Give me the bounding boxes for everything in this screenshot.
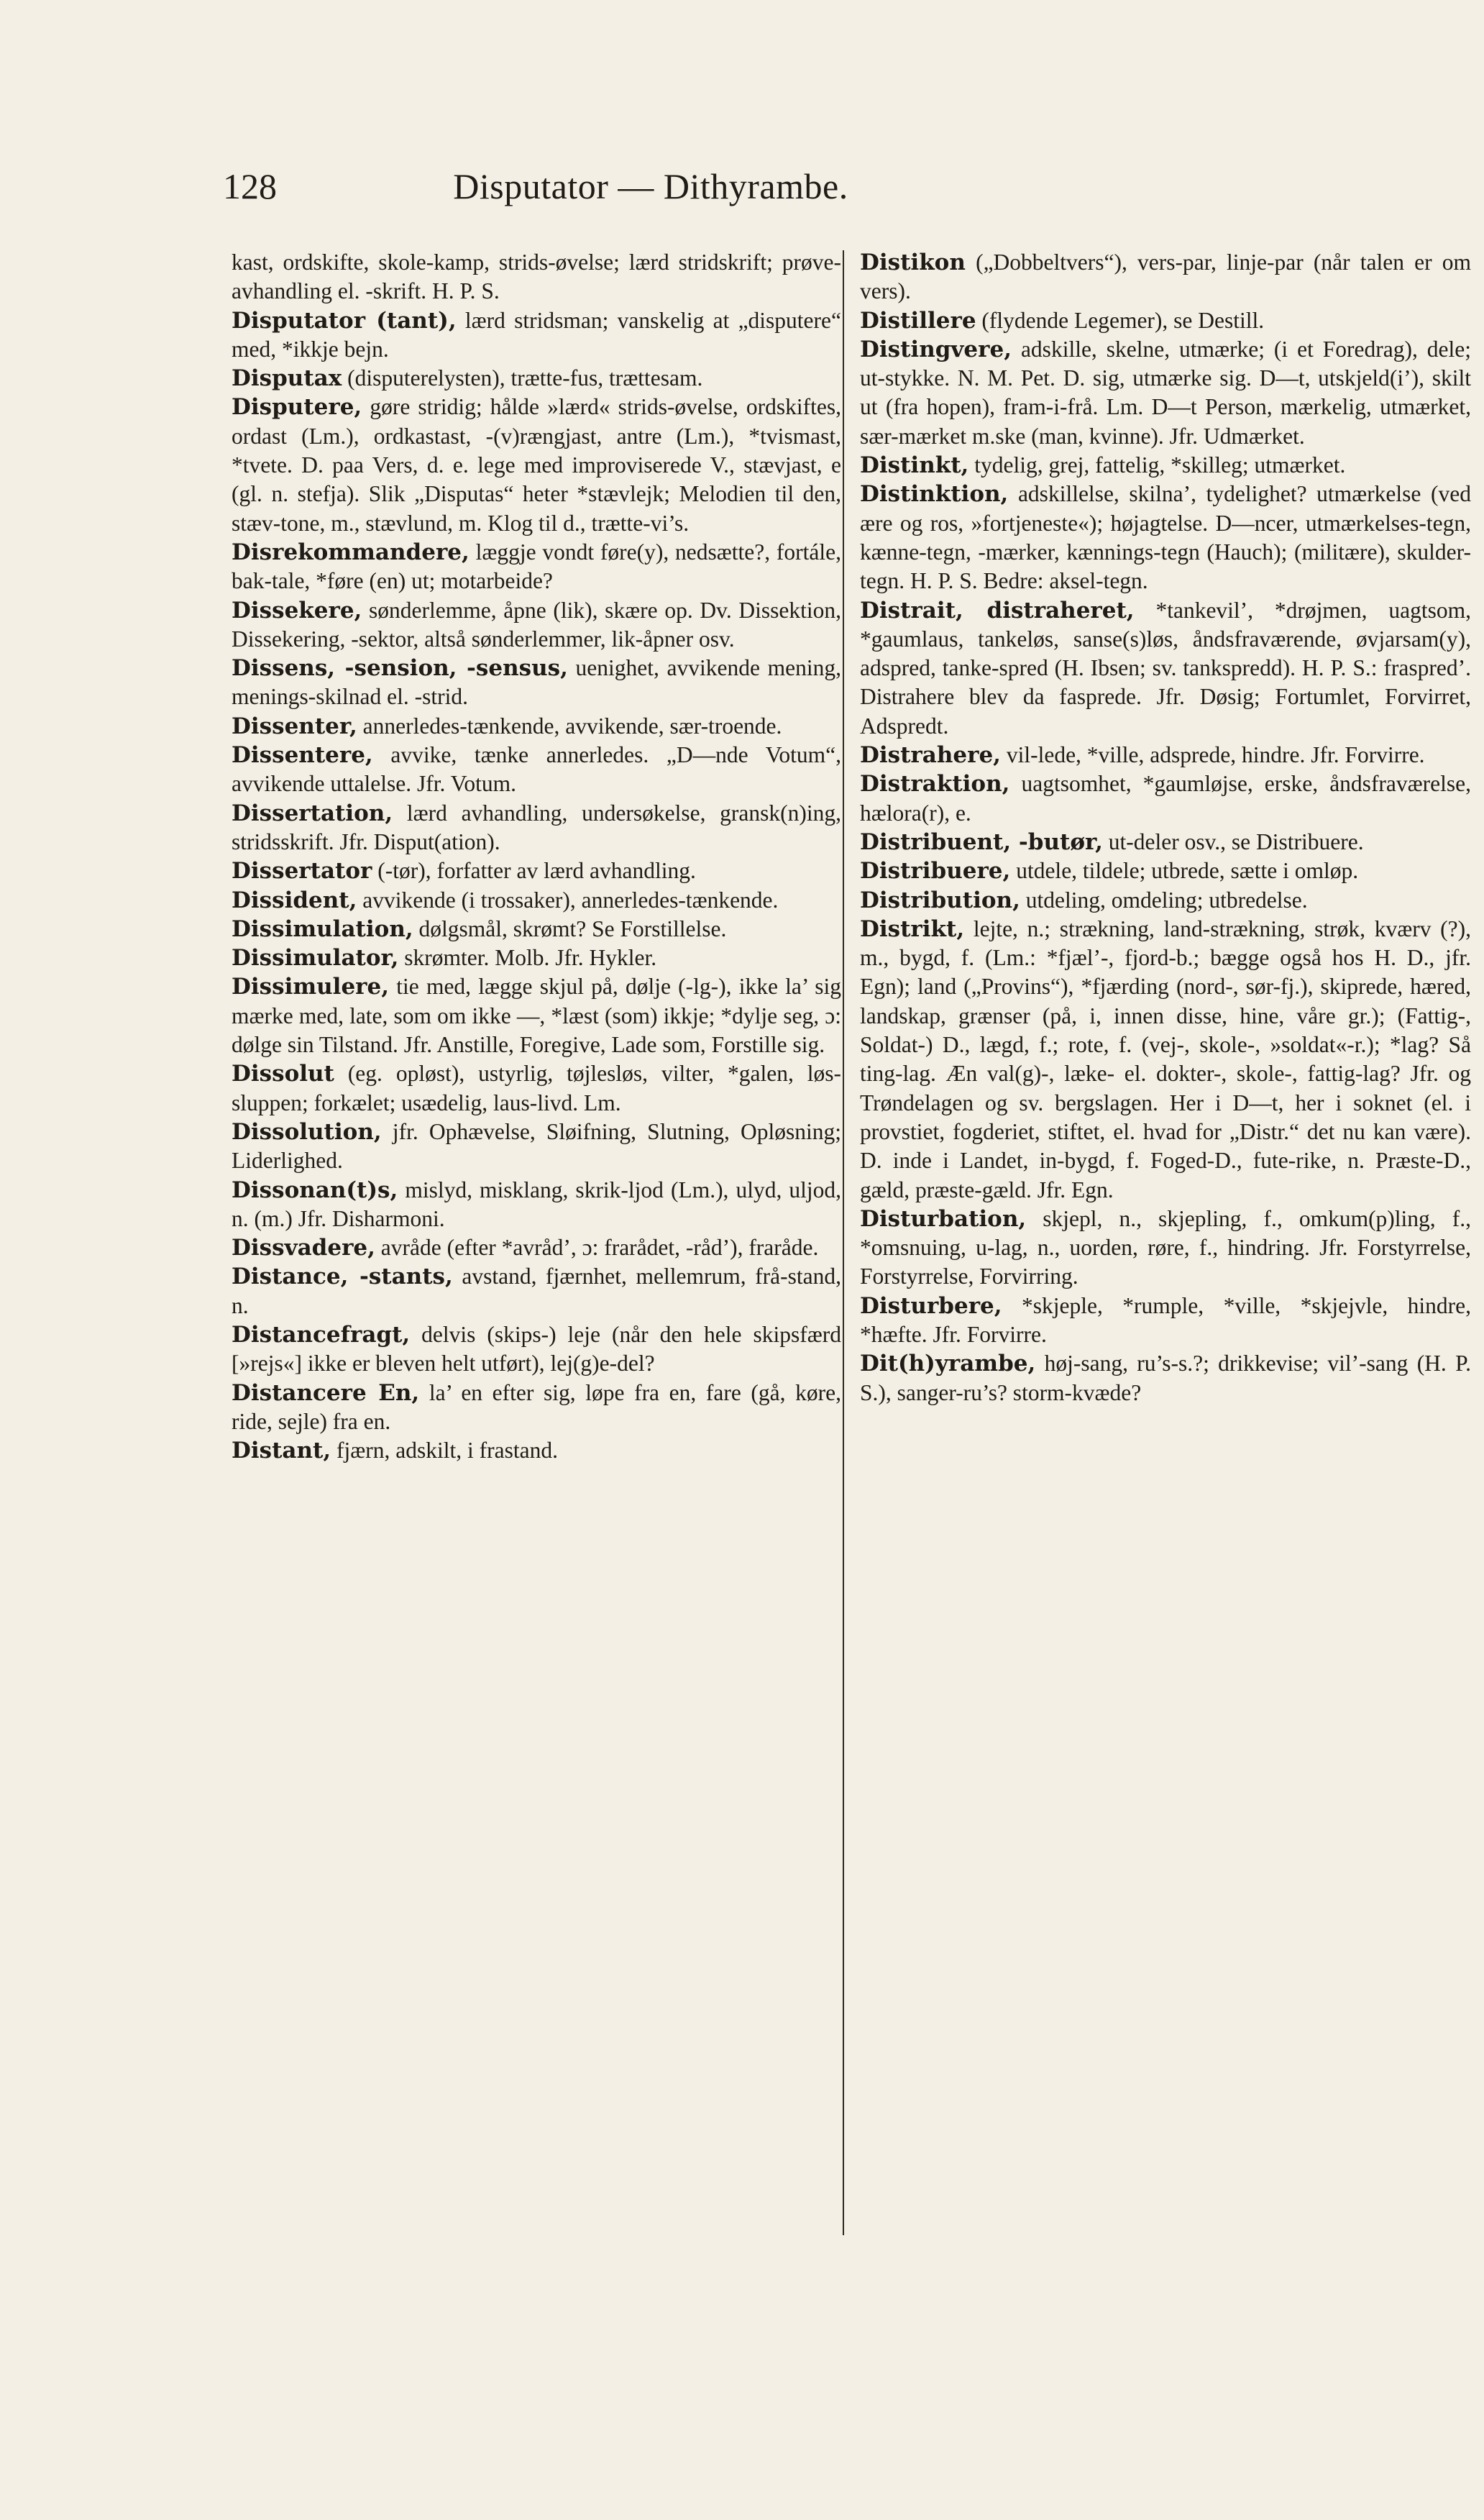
dictionary-entry xyxy=(232,972,841,1059)
dictionary-entry xyxy=(232,712,841,741)
entry-headword: Dissenter, xyxy=(232,713,357,739)
dictionary-entry xyxy=(232,799,841,857)
dictionary-entry xyxy=(860,770,1471,828)
dictionary-entry xyxy=(860,1292,1471,1350)
entry-definition: skrømter. Molb. Jfr. Hykler. xyxy=(404,945,657,971)
entry-definition: gøre stridig; hålde »lærd« strids-øvelse, ordskiftes, ordast (Lm.), ordkastast, -(v)rængjast, antre (Lm.), *tvismast, *tvete. D. paa Vers, d. e. lege med improviserede V., stævjast, e (gl. n. stefja). Slik „Disputas“ heter *stævlejk; Melodien til den, stæv-tone, m., stævlund, m. Klog til d., trætte-vi’s. xyxy=(232,394,841,536)
entry-definition: avstand, fjærnhet, mellemrum, frå-stand, n. xyxy=(232,1264,841,1318)
dictionary-entry xyxy=(232,1059,841,1118)
entry-headword: Disputator (tant), xyxy=(232,307,457,334)
dictionary-entry xyxy=(860,306,1471,335)
entry-definition: (disputerelysten), trætte-fus, trættesam. xyxy=(347,365,703,391)
entry-headword: Distribution, xyxy=(860,887,1020,913)
entry-headword: Dit(h)yrambe, xyxy=(860,1351,1036,1377)
right-column xyxy=(860,248,1471,1407)
dictionary-entry xyxy=(860,886,1471,915)
dictionary-entry xyxy=(860,828,1471,857)
entry-definition: adskillelse, skilna’, tydelighet? utmærkelse (ved ære og ros, »fortjeneste«); højagtelse. D—ncer, utmærkelses-tegn, kænne-tegn, -mærker, kænnings-tegn (Hauch); (militære), skulder-tegn. H. P. S. Bedre: aksel-tegn. xyxy=(860,481,1471,594)
entry-definition: uagtsomhet, *gaumløjse, erske, åndsfraværelse, hælora(r), e. xyxy=(860,771,1471,826)
dictionary-entry xyxy=(860,335,1471,451)
entry-definition: tie med, lægge skjul på, dølje (-lg-), ikke la’ sig mærke med, late, som om ikke —, *læst (som) ikkje; *dylje seg, ɔ: dølge sin Tilstand. Jfr. Anstille, Foregive, Lade som, Forstille sig. xyxy=(232,974,842,1058)
dictionary-entry xyxy=(860,451,1471,480)
entry-headword: Distribuent, -butør, xyxy=(860,828,1103,855)
entry-definition: høj-sang, ru’s-s.?; drikkevise; vil’-sang (H. P. S.), sanger-ru’s? storm-kvæde? xyxy=(860,1351,1472,1405)
entry-headword: Distancefragt, xyxy=(232,1321,411,1348)
dictionary-entry xyxy=(860,480,1471,595)
dictionary-entry xyxy=(232,1320,841,1379)
entry-headword: Disturbation, xyxy=(860,1205,1027,1232)
entry-definition: lærd avhandling, undersøkelse, gransk(n)ing, stridsskrift. Jfr. Disput(ation). xyxy=(232,800,841,854)
entry-definition: *skjeple, *rumple, *ville, *skjejvle, hindre, *hæfte. Jfr. Forvirre. xyxy=(860,1292,1471,1347)
entry-definition: annerledes-tænkende, avvikende, sær-troende. xyxy=(362,713,782,739)
dictionary-entry xyxy=(232,1379,841,1437)
dictionary-entry xyxy=(860,248,1471,306)
dictionary-entry xyxy=(232,393,841,537)
dictionary-entry xyxy=(232,944,841,972)
running-title: Disputator — Dithyrambe. xyxy=(453,166,848,206)
entry-headword: Distikon xyxy=(860,250,966,275)
dictionary-entry xyxy=(232,538,841,596)
left-column xyxy=(232,248,841,1465)
entry-definition: vil-lede, *ville, adsprede, hindre. Jfr. Forvirre. xyxy=(1006,742,1425,768)
entry-definition: fjærn, adskilt, i frastand. xyxy=(336,1438,558,1464)
entry-definition: avråde (efter *avråd’, ɔ: frarådet, -råd’), fraråde. xyxy=(380,1235,819,1261)
entry-headword: Dissolut xyxy=(232,1061,334,1087)
dictionary-entry xyxy=(232,364,841,393)
entry-headword: Dissimulation, xyxy=(232,916,413,942)
dictionary-entry xyxy=(232,741,841,799)
entry-definition: kast, ordskifte, skole-kamp, strids-øvelse; lærd stridskrift; prøve-avhandling el. -skrift. H. P. S. xyxy=(232,250,841,304)
entry-headword: Disturbere, xyxy=(860,1292,1002,1319)
dictionary-entry xyxy=(860,596,1471,741)
dictionary-entry xyxy=(860,857,1471,885)
entry-definition: tydelig, grej, fattelig, *skilleg; utmærket. xyxy=(974,452,1346,478)
entry-headword: Distance, -stants, xyxy=(232,1264,453,1290)
dictionary-entry xyxy=(232,886,841,915)
entry-definition: („Dobbeltvers“), vers-par, linje-par (når talen er om vers). xyxy=(860,250,1471,304)
entry-definition: (-tør), forfatter av lærd avhandling. xyxy=(377,858,696,884)
entry-headword: Dissolution, xyxy=(232,1118,382,1145)
entry-headword: Distillere xyxy=(860,307,976,334)
page-header xyxy=(223,165,1078,216)
entry-definition: mislyd, misklang, skrik-ljod (Lm.), ulyd, uljod, n. (m.) Jfr. Disharmoni. xyxy=(232,1177,842,1231)
entry-headword: Dissertation, xyxy=(232,800,393,826)
dictionary-entry xyxy=(232,248,841,306)
entry-definition: (flydende Legemer), se Destill. xyxy=(981,307,1265,333)
page-number: 128 xyxy=(223,166,277,206)
dictionary-entry xyxy=(860,1205,1471,1292)
dictionary-entry xyxy=(232,1118,841,1176)
dictionary-entry xyxy=(232,915,841,944)
dictionary-entry xyxy=(232,306,841,365)
entry-headword: Disputere, xyxy=(232,394,362,421)
entry-headword: Dissens, -sension, -sensus, xyxy=(232,655,568,682)
entry-definition: (eg. opløst), ustyrlig, tøjlesløs, vilter, *galen, løs-sluppen; forkælet; usædelig, laus-livd. Lm. xyxy=(232,1061,841,1115)
entry-headword: Distinktion, xyxy=(860,481,1009,508)
entry-definition: adskille, skelne, utmærke; (i et Foredrag), dele; ut-stykke. N. M. Pet. D. sig, utmærke sig. D—t, utskjeld(i’), skilt ut (fra hopen), fram-i-frå. Lm. D—t Person, mærkelig, utmærket, sær-mærket m.ske (man, kvinne). Jfr. Udmærket. xyxy=(860,336,1472,449)
entry-definition: delvis (skips-) leje (når den hele skipsfærd [»rejs«] ikke er bleven helt utført), lej(g)e-del? xyxy=(232,1321,841,1377)
entry-definition: jfr. Ophævelse, Sløifning, Slutning, Opløsning; Liderlighed. xyxy=(232,1118,842,1174)
entry-definition: avvike, tænke annerledes. „D—nde Votum“, avvikende uttalelse. Jfr. Votum. xyxy=(232,742,841,797)
entry-definition: la’ en efter sig, løpe fra en, fare (gå, køre, ride, sejle) fra en. xyxy=(232,1379,841,1434)
entry-headword: Dissekere, xyxy=(232,597,362,624)
dictionary-entry xyxy=(232,654,841,712)
entry-headword: Dissentere, xyxy=(232,742,373,769)
dictionary-entry xyxy=(232,1233,841,1262)
entry-definition: ut-deler osv., se Distribuere. xyxy=(1108,828,1364,854)
entry-headword: Dissonan(t)s, xyxy=(232,1177,398,1203)
entry-definition: læggje vondt føre(y), nedsætte?, fortále, bak-tale, *føre (en) ut; motarbeide? xyxy=(232,539,841,594)
entry-headword: Distrait, distraheret, xyxy=(860,597,1135,624)
dictionary-entry xyxy=(232,857,841,885)
entry-headword: Distrikt, xyxy=(860,916,965,942)
dictionary-entry xyxy=(232,1436,841,1465)
dictionary-entry xyxy=(860,1349,1471,1407)
entry-definition: *tankevil’, *drøjmen, uagtsom, *gaumlaus, tankeløs, sanse(s)løs, åndsfraværende, øvjarsam(y), adspred, tanke-spred (H. Ibsen; sv. tankspredd). H. P. S.: fraspred’. Distrahere blev da fasprede. Jfr. Døsig; Fortumlet, Forvirret, Adspredt. xyxy=(860,597,1471,739)
entry-definition: utdeling, omdeling; utbredelse. xyxy=(1025,887,1308,913)
entry-headword: Distant, xyxy=(232,1438,331,1464)
entry-headword: Dissertator xyxy=(232,858,372,885)
dictionary-entry xyxy=(860,741,1471,770)
entry-definition: avvikende (i trossaker), annerledes-tænkende. xyxy=(362,887,779,913)
entry-headword: Distinkt, xyxy=(860,452,969,479)
entry-headword: Distraktion, xyxy=(860,771,1010,798)
entry-headword: Dissimulator, xyxy=(232,945,399,972)
entry-headword: Distrahere, xyxy=(860,742,1001,769)
entry-definition: uenighet, avvikende mening, menings-skilnad el. -strid. xyxy=(232,655,841,710)
entry-definition: utdele, tildele; utbrede, sætte i omløp. xyxy=(1016,858,1359,884)
entry-headword: Disrekommandere, xyxy=(232,539,470,565)
entry-headword: Distancere En, xyxy=(232,1379,420,1406)
dictionary-entry xyxy=(232,1262,841,1320)
entry-definition: lejte, n.; strækning, land-strækning, strøk, kværv (?), m., bygd, f. (Lm.: *fjæl’-, fjord-b.; bægge også hos H. D., jfr. Egn); land („Provins“), *fjærding (nord-, sør-fj.), skiprede, hæred, landskap, grænser (på, i, innen disse, hine, våre gr.); (Fattig-, Soldat-) D., lægd, f.; rote, f. (vej-, skole-, »soldat«-r.); *lag? Så ting-lag. Æn val(g)-, læke- el. dokter-, skole-, fattig-lag? Jfr. og Trøndelagen og sv. bergslagen. Her i D—t, her i soknet (el. i provstiet, fogderiet, stiftet, el. hvad for „Distr.“ det nu kan være). D. inde i Landet, in-bygd, f. Foged-D., fute-rike, n. Præste-D., gæld, præste-gæld. Jfr. Egn. xyxy=(860,916,1471,1202)
entry-headword: Dissvadere, xyxy=(232,1235,375,1261)
entry-definition: lærd stridsman; vanskelig at „disputere“ med, *ikkje bejn. xyxy=(232,307,841,362)
entry-headword: Disputax xyxy=(232,365,342,392)
entry-headword: Distingvere, xyxy=(860,336,1012,362)
entry-definition: dølgsmål, skrømt? Se Forstillelse. xyxy=(418,916,727,941)
entry-headword: Distribuere, xyxy=(860,858,1011,885)
column-divider xyxy=(843,250,844,2235)
entry-definition: sønderlemme, åpne (lik), skære op. Dv. Dissektion, Dissekering, -sektor, altså sønderlemmer, lik-åpner osv. xyxy=(232,597,841,652)
entry-headword: Dissident, xyxy=(232,887,357,913)
dictionary-entry xyxy=(232,596,841,654)
dictionary-entry xyxy=(860,915,1471,1205)
entry-headword: Dissimulere, xyxy=(232,974,390,1000)
dictionary-entry xyxy=(232,1176,841,1234)
entry-definition: skjepl, n., skjepling, f., omkum(p)ling, f., *omsnuing, u-lag, n., uorden, røre, f., hindring. Jfr. Forstyrrelse, Forstyrrelse, Forvirring. xyxy=(860,1205,1471,1289)
